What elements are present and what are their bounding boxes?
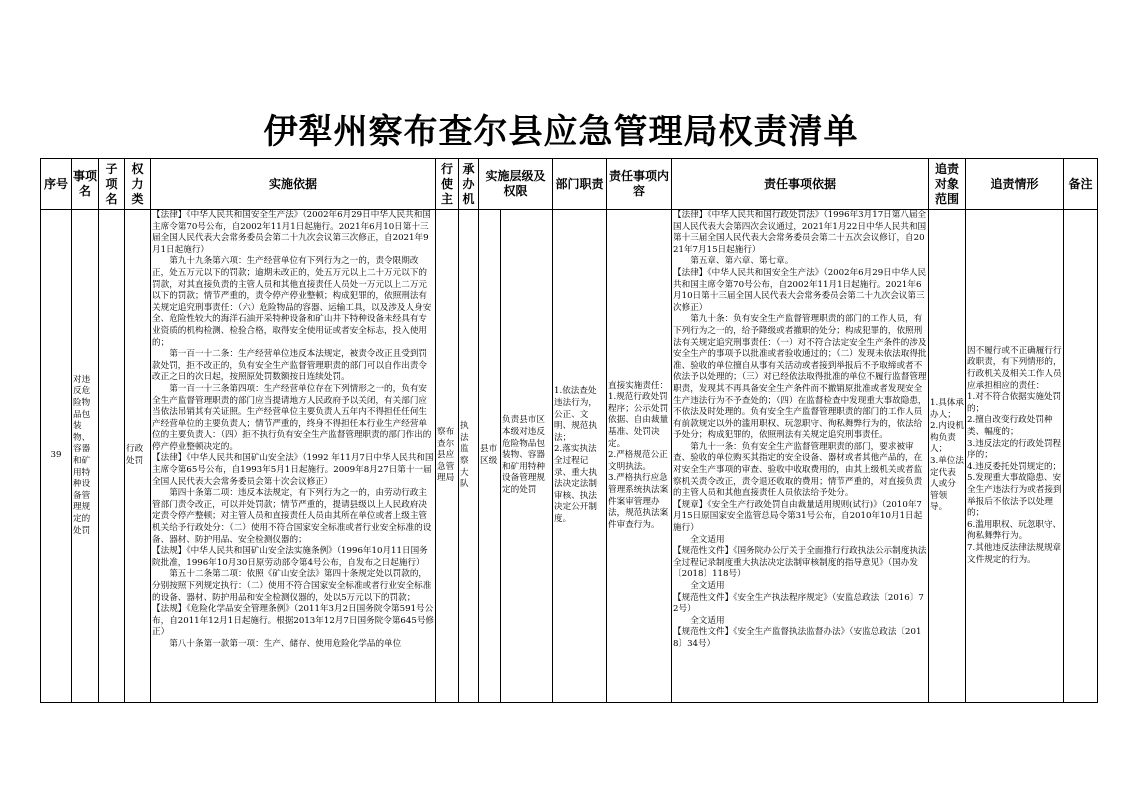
resp_basis-paragraph: 【规范性文件】《安全生产监督执法监督办法》（安监总政法〔2018〕34号） — [673, 627, 922, 649]
header-seq: 序号 — [41, 159, 72, 210]
resp_basis-paragraph: 第五章、第六章、第七章。 — [690, 256, 794, 267]
resp_basis-paragraph: 【法律】《中华人民共和国安全生产法》（2002年6月29日中华人民共和国主席令第70号公布，自2002年11月1日起施行。2021年6月10日第十三届全国人民代表大会常务委员会第二十九次会议第三次修正） — [673, 267, 927, 313]
cell-resp-basis — [672, 210, 929, 703]
cell-subject: 察布查尔县应急管理局 — [436, 210, 459, 703]
cell-power-type: 行政处罚 — [125, 210, 151, 703]
responsibility-table — [40, 158, 1098, 703]
resp_basis-paragraph: 【规章】《安全生产行政处罚自由裁量适用规则(试行)》（2010年7月15日原国家安全监管总局令第31号公布，自2010年10月1日起施行） — [673, 499, 923, 534]
resp_basis-paragraph: 全文适用 — [690, 615, 725, 626]
header-account-scope: 追责对象范围 — [929, 159, 966, 210]
cell-level-power: 负责县市区本级对违反危险物品包装物、容器和矿用特种设备管理规定的处罚 — [501, 210, 553, 703]
header-dept-duty: 部门职责 — [553, 159, 607, 210]
header-account-situation: 追责情形 — [966, 159, 1064, 210]
basis-paragraph: 第九十九条第六项：生产经营单位有下列行为之一的，责令限期改正，处五万元以下的罚款；逾期未改正的，处五万元以上二十万元以下的罚款，对其直接负责的主管人员和其他直接责任人员处一万元以上二万元以下的罚款；情节严重的，责令停产停业整顿；构成犯罪的，依照刑法有关规定追究刑事责任：（六）危险物品的容器、运输工具，以及涉及人身安全、危险性较大的海洋石油开采特种设备和矿山井下特种设备未经具有专业资质的机构检测、检验合格，取得安全使用证或者安全标志，投入使用的； — [152, 256, 432, 348]
header-item: 事项名 — [72, 159, 99, 210]
header-resp-basis: 责任事项依据 — [672, 159, 929, 210]
resp_basis-paragraph: 【法律】《中华人民共和国行政处罚法》（1996年3月17日第八届全国人民代表大会第四次会议通过，2021年1月22日中华人民共和国第十三届全国人民代表大会常务委员会第二十五次会议修订，自2021年7月15日起施行） — [673, 210, 927, 255]
header-basis: 实施依据 — [151, 159, 436, 210]
cell-basis — [151, 210, 436, 703]
resp_basis-paragraph: 全文适用 — [690, 581, 725, 591]
resp_basis-paragraph: 【规范性文件】《安全生产执法程序规定》（安监总政法〔2016〕72号） — [673, 592, 924, 615]
cell-account-scope: 1.具体承办人； 2.内设机构负责人； 3.单位法定代表人或分管领导。 — [929, 210, 966, 703]
cell-item: 对违反危险物品包装物、容器和矿用特种设备管理规定的处罚 — [72, 210, 99, 703]
cell-seq: 39 — [41, 210, 72, 703]
resp-basis-text — [673, 210, 927, 701]
cell-resp-content: 直接实施责任： 1.规范行政处罚程序；公示处罚依据、自由裁量基准、处罚决定。 2.严格规范公正文明执法。 3.严格执行应急管理系统执法案件案审管理办法，规范执法案件审查行为。 — [607, 210, 672, 703]
header-resp-content: 责任事项内容 — [607, 159, 672, 210]
header-subitem: 子项名 — [99, 159, 125, 210]
cell-dept-duty: 1.依法查处违法行为，公正、文明、规范执法； 2.落实执法全过程记录、重大执法决定法制审核、执法决定公开制度。 — [553, 210, 607, 703]
basis-paragraph: 第五十二条第二项：依照《矿山安全法》第四十条规定处以罚款的，分别按照下列规定执行：（二）使用不符合国家安全标准或者行业安全标准的设备、器材、防护用品和安全检测仪器的，处以5万元以下的罚款； — [152, 569, 432, 603]
basis-text — [152, 210, 434, 701]
resp_basis-paragraph: 第九十一条：负有安全生产监督管理职责的部门，要求被审查、验收的单位购买其指定的安全设备、器材或者其他产品的，在对安全生产事项的审查、验收中收取费用的，由其上级机关或者监察机关责令改正，责令退还收取的费用；情节严重的，对直接负责的主管人员和其他直接责任人员依法给予处分。 — [673, 441, 923, 499]
cell-undertaker: 执法监察大队 — [459, 210, 479, 703]
cell-level-scope: 县市区级 — [479, 210, 501, 703]
basis-paragraph: 【法规】《中华人民共和国矿山安全法实施条例》（1996年10月11日国务院批准，1996年10月30日原劳动部令第4号公布，自发布之日起施行） — [152, 546, 428, 568]
resp_basis-paragraph: 第九十条：负有安全生产监督管理职责的部门的工作人员，有下列行为之一的，给予降级或者撤职的处分；构成犯罪的，依照刑法有关规定追究刑事责任：（一）对不符合法定安全生产条件的涉及安全生产的事项予以批准或者验收通过的；（二）发现未依法取得批准、验收的单位擅自从事有关活动或者接到举报后不予取缔或者不依法予以处理的；（三）对已经依法取得批准的单位不履行监督管理职责，发现其不再具备安全生产条件而不撤销原批准或者发现安全生产违法行为不予查处的；（四）在监督检查中发现重大事故隐患，不依法及时处理的。负有安全生产监督管理职责的部门的工作人员有前款规定以外的滥用职权、玩忽职守、徇私舞弊行为的，依法给予处分；构成犯罪的，依照刑法有关规定追究刑事责任。 — [673, 314, 927, 441]
basis-paragraph: 第八十条第一款第一项：生产、储存、使用危险化学品的单位 — [169, 638, 402, 649]
basis-paragraph: 【法律】《中华人民共和国矿山安全法》（1992 年11月7日中华人民共和国主席令第65号公布，自1993年5月1日起施行。2009年8月27日第十一届全国人民代表大会常务委员会第十次会议修正） — [152, 453, 434, 487]
basis-paragraph: 第一百一十三条第四项：生产经营单位存在下列情形之一的，负有安全生产监督管理职责的部门应当提请地方人民政府予以关闭，有关部门应当依法吊销其有关证照。生产经营单位主要负责人五年内不得担任任何生产经营单位的主要负责人；情节严重的，终身不得担任本行业生产经营单位的主要负责人：（四）拒不执行负有安全生产监督管理职责的部门作出的停产停业整顿决定的。 — [152, 383, 432, 452]
cell-note — [1064, 210, 1098, 703]
header-note: 备注 — [1064, 159, 1098, 210]
cell-subitem — [99, 210, 125, 703]
page-title: 伊犁州察布查尔县应急管理局权责清单 — [263, 112, 859, 152]
basis-paragraph: 第一百一十二条：生产经营单位违反本法规定，被责令改正且受到罚款处罚，拒不改正的，负有安全生产监督管理职责的部门可以自作出责令改正之日的次日起，按照原处罚数额按日连续处罚。 — [152, 349, 428, 383]
resp_basis-paragraph: 全文适用 — [690, 534, 725, 545]
basis-paragraph: 第四十条第二项：违反本法规定，有下列行为之一的，由劳动行政主管部门责令改正，可以并处罚款；情节严重的，提请县级以上人民政府决定责令停产整顿；对主管人员和直接责任人员由其所在单位或者上级主管机关给予行政处分：（二）使用不符合国家安全标准或者行业安全标准的设备、器材、防护用品、安全检测仪器的； — [152, 488, 432, 545]
resp_basis-paragraph: 【规范性文件】《国务院办公厅关于全面推行行政执法公示制度执法全过程记录制度重大执法决定法制审核制度的指导意见》（国办发〔2018〕118号） — [673, 546, 927, 580]
header-undertaker: 承办机 — [459, 159, 479, 210]
header-level: 实施层级及权限 — [479, 159, 553, 210]
basis-paragraph: 【法规】《危险化学品安全管理条例》（2011年3月2日国务院令第591号公布，自2011年12月1日起施行。根据2013年12月7日国务院令第645号修正） — [152, 604, 434, 638]
basis-paragraph: 【法律】《中华人民共和国安全生产法》（2002年6月29日中华人民共和国主席令第70号公布，自2002年11月1日起施行。2021年6月10日第十三届全国人民代表大会常务委员会第二十九次会议第三次修正，自2021年9月1日起施行） — [152, 210, 431, 255]
header-power-type: 权力类 — [125, 159, 151, 210]
table-row — [41, 210, 1098, 703]
table-header-row — [41, 159, 1098, 210]
cell-account-situation: 因不履行或不正确履行行政职责，有下列情形的，行政机关及相关工作人员应承担相应的责任： 1.对不符合依据实施处罚的； 2.擅自改变行政处罚种类、幅度的； 3.违反法定的行政处罚程序的； 4.违反委托处罚规定的； 5.发现重大事故隐患、安全生产违法行为或者接到举报后不依法予以处理的； 6.滥用职权、玩忽职守、徇私舞弊行为。 7.其他违反法律法规规章文件规定的行为。 — [966, 210, 1064, 703]
header-subject: 行使主 — [436, 159, 459, 210]
